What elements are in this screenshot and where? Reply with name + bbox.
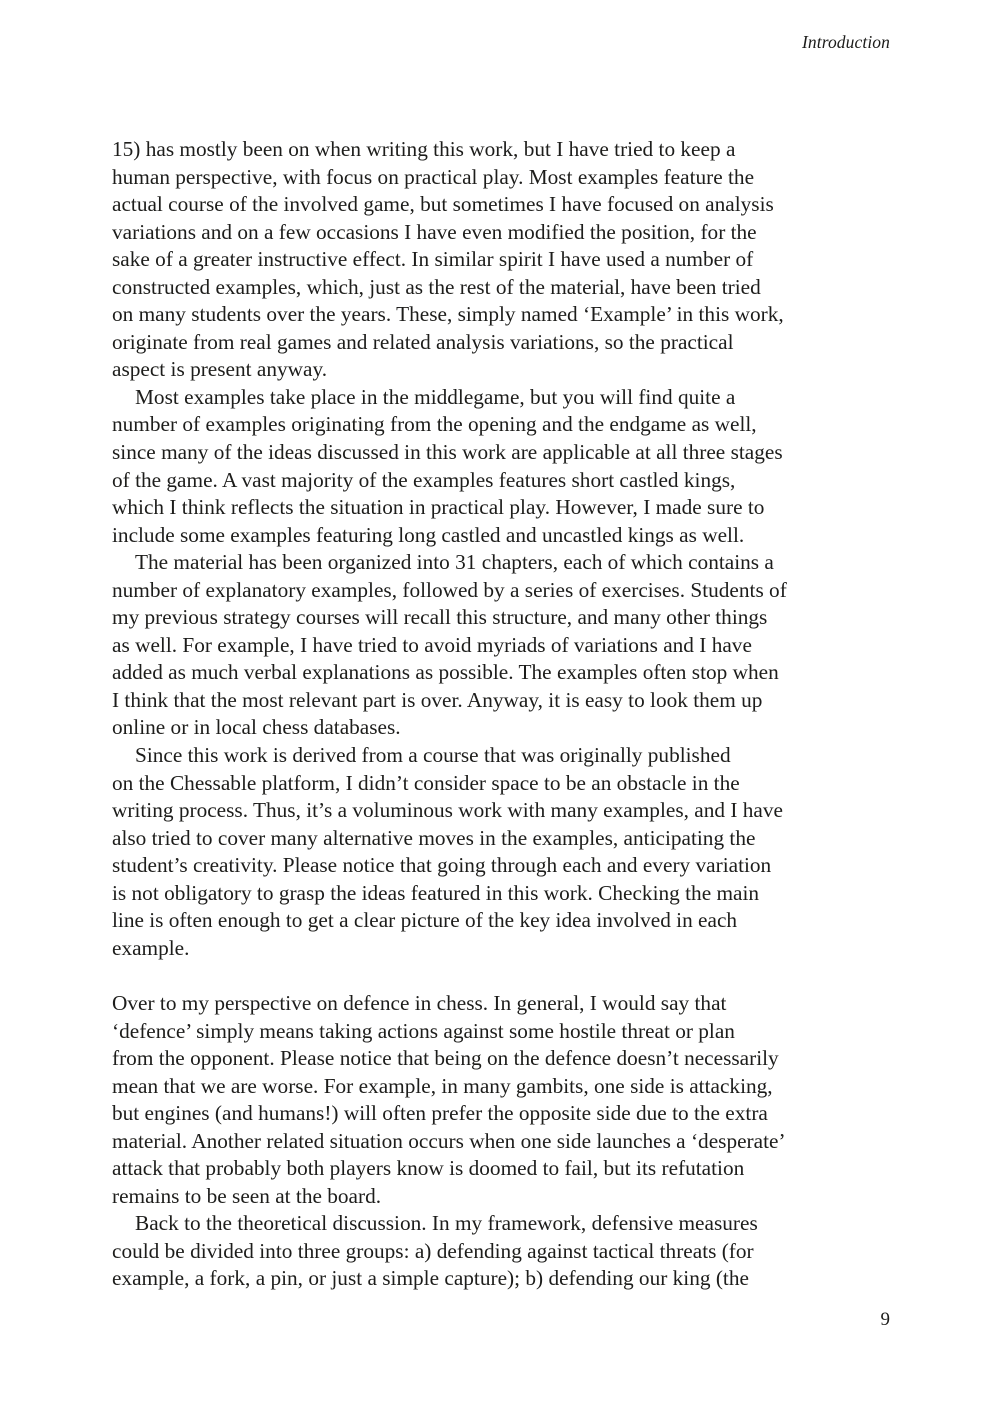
paragraph-examples-stages: Most examples take place in the middlegame, but you will find quite a number of examples originating from the opening and the endgame as well, since many of the ideas discussed in this work are applicable at all three stages of the game. A vast majority of the examples features short castled kings, which I think reflects the situation in practical play. However, I made sure to include some examples featuring long castled and uncastled kings as well. — [112, 384, 783, 547]
paragraph-theoretical-discussion: Back to the theoretical discussion. In my framework, defensive measures could be divided into three groups: a) defending against tactical threats (for example, a fork, a pin, or just a simple capture); b) defending our king (the — [112, 1211, 758, 1291]
paragraph-organization: The material has been organized into 31 chapters, each of which contains a number of explanatory examples, followed by a series of exercises. Students of my previous strategy courses will recall this structure, and many other things as well. For example, I have tried to avoid myriads of variations and I have added as much verbal explanations as possible. The examples often stop when I think that the most relevant part is over. Anyway, it is easy to look them up online or in local chess databases. — [112, 550, 787, 740]
paragraph-continuation: 15) has mostly been on when writing this work, but I have tried to keep a human perspective, with focus on practical play. Most examples feature the actual course of the involved game, but sometimes I have focused on analysis variations and on a few occasions I have even modified the position, for the sake of a greater instructive effect. In similar spirit I have used a number of constructed examples, which, just as the rest of the material, have been tried on many students over the years. These, simply named ‘Example’ in this work, originate from real games and related analysis variations, so the practical aspect is present anyway. — [112, 137, 784, 382]
running-head: Introduction — [801, 32, 890, 52]
paragraph-defence-perspective: Over to my perspective on defence in chess. In general, I would say that ‘defence’ simply means taking actions against some hostile threat or plan from the opponent. Please notice that being on the defence doesn’t necessarily mean that we are worse. For example, in many gambits, one side is attacking, but engines (and humans!) will often prefer the opposite side due to the extra material. Another related situation occurs when one side launches a ‘desperate’ attack that probably both players know is doomed to fail, but its refutation remains to be seen at the board. — [112, 990, 786, 1208]
paragraph-chessable-origin: Since this work is derived from a course that was originally published on the Chessable platform, I didn’t consider space to be an obstacle in the writing process. Thus, it’s a voluminous work with many examples, and I have also tried to cover many alternative moves in the examples, anticipating the student’s creativity. Please notice that going through each and every variation is not obligatory to grasp the ideas featured in this work. Checking the main line is often enough to get a clear picture of the key idea involved in each example. — [112, 743, 783, 960]
body-text — [112, 136, 892, 1293]
page-number: 9 — [880, 1309, 890, 1330]
